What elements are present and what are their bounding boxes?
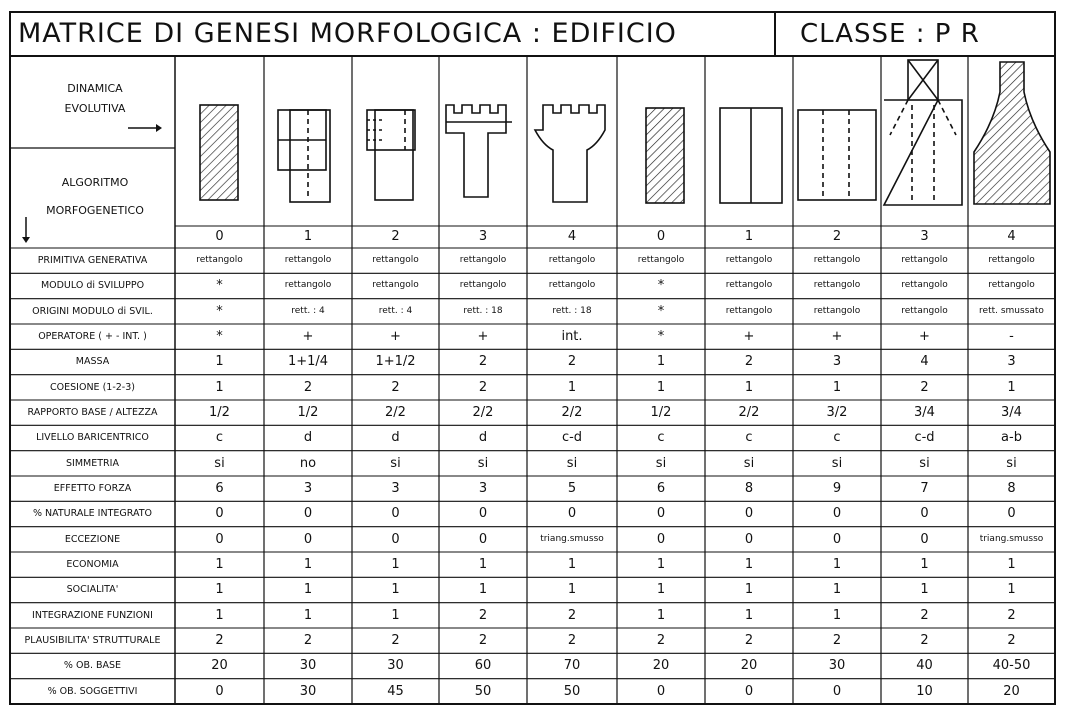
sketch-hatched-gable	[974, 62, 1050, 204]
table-cell: 2	[215, 633, 224, 648]
table-cell: 2	[567, 354, 577, 370]
step-number: 4	[567, 229, 577, 244]
table-cell: 1	[567, 582, 577, 598]
table-cell: +	[302, 329, 314, 344]
table-cell: 1	[744, 607, 754, 623]
table-cell: 1+1/4	[287, 354, 329, 370]
table-cell: rettangolo	[284, 255, 332, 265]
table-cell: 20	[211, 658, 228, 674]
table-cell: 60	[474, 658, 492, 674]
table-cell: *	[216, 329, 223, 344]
table-cell: 3/4	[1001, 405, 1022, 420]
table-cell: 2	[478, 607, 488, 623]
table-cell: 2	[656, 633, 666, 648]
table-cell: +	[477, 329, 489, 344]
table-cell: rett. : 18	[552, 305, 592, 316]
table-cell: c-d	[561, 430, 583, 446]
row-label: INTEGRAZIONE FUNZIONI	[32, 609, 153, 621]
dinamica-label-1: DINAMICA	[67, 82, 123, 95]
table-cell: 0	[744, 506, 754, 522]
table-cell: 1	[303, 607, 313, 623]
table-cell: 2	[303, 633, 313, 648]
table-cell: triang.smusso	[979, 533, 1044, 544]
table-cell: 1	[832, 557, 842, 572]
table-cell: 40	[916, 658, 933, 674]
step-number: 3	[920, 229, 929, 244]
table-cell: 20	[652, 658, 670, 674]
table-cell: rettangolo	[637, 255, 685, 265]
table-cell: 0	[656, 683, 666, 699]
sketch-hatched-rect	[200, 105, 238, 200]
table-cell: 1	[1007, 379, 1016, 395]
row-label: COESIONE (1-2-3)	[50, 381, 135, 393]
table-cell: 0	[744, 531, 754, 547]
table-cell: 1	[478, 557, 488, 572]
table-cell: si	[919, 455, 930, 471]
table-cell: 2	[744, 633, 754, 648]
table-cell: 0	[1007, 506, 1016, 522]
table-cell: 3	[478, 481, 488, 496]
step-number: 1	[303, 229, 313, 244]
table-cell: 10	[916, 683, 933, 699]
table-cell: 2	[920, 607, 929, 623]
table-cell: rett. smussato	[979, 305, 1044, 316]
table-cell: 1	[215, 607, 224, 623]
row-label: % NATURALE INTEGRATO	[32, 508, 153, 520]
table-cell: 0	[920, 531, 929, 547]
table-cell: rettangolo	[459, 255, 507, 265]
step-number: 4	[1007, 229, 1016, 244]
table-cell: 1	[744, 582, 754, 598]
table-cell: 1/2	[297, 405, 319, 420]
sketch-rect-side-modules	[375, 110, 413, 200]
row-label: ECONOMIA	[66, 559, 119, 570]
sketch-hatched-rect-2	[646, 108, 684, 203]
row-label: OPERATORE ( + - INT. )	[38, 331, 147, 342]
table-cell: 2	[478, 633, 488, 648]
table-cell: 2	[920, 379, 929, 395]
table-cell: 2/2	[472, 405, 494, 420]
row-label: MODULO di SVILUPPO	[40, 280, 145, 292]
table-cell: c	[215, 430, 224, 446]
sketch-drawings	[200, 60, 1050, 205]
row-label: MASSA	[75, 356, 110, 368]
dinamica-label-2: EVOLUTIVA	[64, 102, 126, 115]
table-cell: *	[657, 329, 665, 344]
table-cell: rettangolo	[813, 305, 861, 316]
table-cell: 3	[391, 481, 400, 496]
algoritmo-label-2: MORFOGENETICO	[46, 204, 144, 217]
table-cell: rett. : 18	[463, 305, 503, 316]
step-number: 0	[215, 229, 224, 244]
step-number: 0	[656, 229, 666, 244]
table-cell: 1	[391, 607, 400, 623]
table-cell: 0	[656, 531, 666, 547]
table-cell: 1	[303, 582, 313, 598]
arrow-down-icon	[20, 215, 32, 245]
table-cell: 30	[828, 658, 846, 674]
table-cell: 45	[387, 683, 404, 699]
table-cell: 7	[920, 481, 929, 496]
table-cell: 2	[744, 354, 754, 370]
table-cell: 0	[832, 531, 842, 547]
table-cell: rettangolo	[901, 255, 948, 265]
table-cell: si	[655, 455, 667, 471]
table-cell: d	[478, 430, 488, 446]
table-cell: 2	[391, 633, 400, 648]
table-cell: a-b	[1001, 430, 1022, 446]
table-cell: si	[477, 455, 489, 471]
table-cell: 3/2	[826, 405, 848, 420]
sketch-rounded-tower	[535, 105, 605, 202]
row-label: ECCEZIONE	[64, 533, 121, 545]
table-cell: 0	[215, 683, 224, 699]
table-cell: 2	[920, 633, 929, 648]
table-cell: rettangolo	[548, 280, 596, 291]
table-cell: 3	[832, 354, 842, 370]
table-cell: 1	[656, 379, 666, 395]
table-cell: rettangolo	[459, 280, 507, 291]
table-cell: 1+1/2	[375, 354, 416, 370]
table-cell: rettangolo	[725, 280, 773, 291]
sketch-three-panel	[798, 110, 876, 200]
table-cell: 1	[478, 582, 488, 598]
table-cell: 2	[567, 633, 577, 648]
row-label: SIMMETRIA	[66, 457, 119, 469]
table-cell: +	[743, 329, 755, 344]
table-cell: 6	[656, 481, 666, 496]
table-cell: 30	[299, 683, 317, 699]
table-cell: 1	[744, 379, 754, 395]
table-cell: 1/2	[209, 405, 230, 420]
table-cell: si	[214, 455, 225, 471]
table-cell: 1	[656, 557, 666, 572]
algoritmo-label-1: ALGORITMO	[61, 176, 129, 189]
table-cell: 2/2	[561, 405, 583, 420]
row-label: PLAUSIBILITA' STRUTTURALE	[24, 635, 161, 646]
table-cell: 0	[391, 531, 400, 547]
table-cell: 1	[832, 582, 842, 598]
table-cell: rettangolo	[813, 280, 861, 291]
table-cell: 1	[215, 557, 224, 572]
row-label: RAPPORTO BASE / ALTEZZA	[27, 407, 158, 418]
table-cell: *	[657, 303, 665, 319]
table-cell: rettangolo	[988, 280, 1035, 291]
table-cell: d	[391, 430, 400, 446]
table-cell: 0	[215, 506, 224, 522]
table-cell: 2/2	[385, 405, 406, 420]
row-label: % OB. BASE	[63, 660, 122, 672]
table-cell: si	[831, 455, 843, 471]
table-cell: 2	[1007, 607, 1016, 623]
row-label: EFFETTO FORZA	[53, 483, 132, 494]
arrow-right-icon	[126, 122, 162, 134]
table-cell: si	[743, 455, 755, 471]
table-cell: rettangolo	[901, 280, 948, 291]
table-cell: 0	[478, 506, 488, 522]
table-cell: rett. : 4	[378, 305, 413, 316]
table-cell: c	[657, 430, 665, 446]
table-cell: 1	[656, 607, 666, 623]
table-cell: rettangolo	[372, 280, 419, 291]
table-cell: 0	[303, 531, 313, 547]
table-cell: rettangolo	[372, 255, 419, 265]
table-cell: 3/4	[914, 405, 935, 420]
table-cell: 0	[303, 506, 313, 522]
table-cell: 1	[303, 557, 313, 572]
table-cell: -	[1009, 329, 1014, 344]
table-cell: c	[833, 430, 841, 446]
row-label: LIVELLO BARICENTRICO	[36, 432, 149, 444]
table-cell: 0	[920, 506, 929, 522]
table-cell: rettangolo	[284, 280, 332, 291]
table-cell: 1	[832, 607, 842, 623]
table-cell: 5	[567, 481, 577, 496]
table-cell: 1	[832, 379, 842, 395]
table-cell: 2	[391, 379, 400, 395]
table-cell: 30	[387, 658, 404, 674]
step-number: 2	[832, 229, 842, 244]
table-cell: int.	[561, 329, 583, 344]
table-cell: rettangolo	[901, 305, 948, 316]
table-cell: 0	[567, 506, 577, 522]
step-number: 1	[744, 229, 754, 244]
row-label: % OB. SOGGETTIVI	[47, 685, 138, 697]
sketch-rect-module	[290, 110, 330, 202]
classe-label: CLASSE : P R	[800, 19, 980, 49]
table-cell: 0	[391, 506, 400, 522]
table-cell: 1/2	[650, 405, 672, 420]
table-cell: +	[390, 329, 401, 344]
table-cell: 2	[832, 633, 842, 648]
table-cell: d	[303, 430, 313, 446]
table-cell: rettangolo	[725, 255, 773, 265]
step-number: 2	[391, 229, 400, 244]
sketch-tower	[446, 105, 506, 197]
table-cell: c-d	[914, 430, 935, 446]
table-cell: no	[299, 455, 317, 471]
table-cell: 40-50	[992, 658, 1031, 674]
step-number: 3	[478, 229, 488, 244]
row-label: PRIMITIVA GENERATIVA	[37, 255, 148, 266]
table-cell: 50	[474, 683, 492, 699]
table-cell: 2	[303, 379, 313, 395]
table-cell: rettangolo	[988, 255, 1035, 265]
table-cell: 1	[567, 379, 577, 395]
table-cell: 0	[744, 683, 754, 699]
table-cell: 1	[215, 354, 224, 370]
table-cell: *	[657, 278, 665, 294]
table-cell: 2	[478, 354, 488, 370]
table-cell: triang.smusso	[540, 533, 604, 544]
table-cell: 8	[744, 481, 754, 496]
table-cell: 1	[567, 557, 577, 572]
table-cell: rett. : 4	[291, 305, 325, 316]
table-cell: *	[216, 303, 223, 319]
table-cell: 0	[832, 506, 842, 522]
table-cell: 1	[656, 582, 666, 598]
table-cell: si	[390, 455, 401, 471]
table-cell: 2	[478, 379, 488, 395]
table-cell: si	[566, 455, 578, 471]
table-cell: 4	[920, 354, 929, 370]
table-cell: 3	[303, 481, 313, 496]
table-cell: 1	[215, 379, 224, 395]
table-cell: 1	[920, 582, 929, 598]
table-cell: rettangolo	[548, 255, 596, 265]
table-cell: 2	[1007, 633, 1016, 648]
table-cell: 1	[656, 354, 666, 370]
table-cell: 0	[832, 683, 842, 699]
table-cell: 1	[744, 557, 754, 572]
table-cell: 1	[1007, 557, 1016, 572]
table-cell: 9	[832, 481, 842, 496]
table-cell: rettangolo	[813, 255, 861, 265]
table-cell: 0	[656, 506, 666, 522]
table-cell: 1	[391, 557, 400, 572]
table-cell: +	[919, 329, 930, 344]
table-cell: 3	[1007, 354, 1016, 370]
table-cell: 20	[1003, 683, 1020, 699]
table-cell: 20	[740, 658, 758, 674]
row-label: SOCIALITA'	[66, 584, 119, 596]
table-cell: 30	[299, 658, 317, 674]
table-cell: rettangolo	[196, 255, 243, 265]
table-cell: 8	[1007, 481, 1016, 496]
table-cell: 70	[563, 658, 581, 674]
row-label: ORIGINI MODULO di SVIL.	[32, 305, 153, 317]
table-cell: 2/2	[738, 405, 760, 420]
table-cell: si	[1006, 455, 1017, 471]
table-cell: *	[216, 278, 223, 294]
table-cell: 1	[391, 582, 400, 598]
table-cell: 50	[563, 683, 581, 699]
table-cell: 0	[478, 531, 488, 547]
table-cell: 0	[215, 531, 224, 547]
table-cell: 2	[567, 607, 577, 623]
table-cell: 6	[215, 481, 224, 496]
table-cell: c	[745, 430, 753, 446]
table-cell: 1	[920, 557, 929, 572]
table-cell: rettangolo	[725, 305, 773, 316]
table-cell: +	[831, 329, 843, 344]
page-title: MATRICE DI GENESI MORFOLOGICA : EDIFICIO	[18, 18, 677, 49]
table-cell: 1	[1007, 582, 1016, 598]
table-cell: 1	[215, 582, 224, 598]
